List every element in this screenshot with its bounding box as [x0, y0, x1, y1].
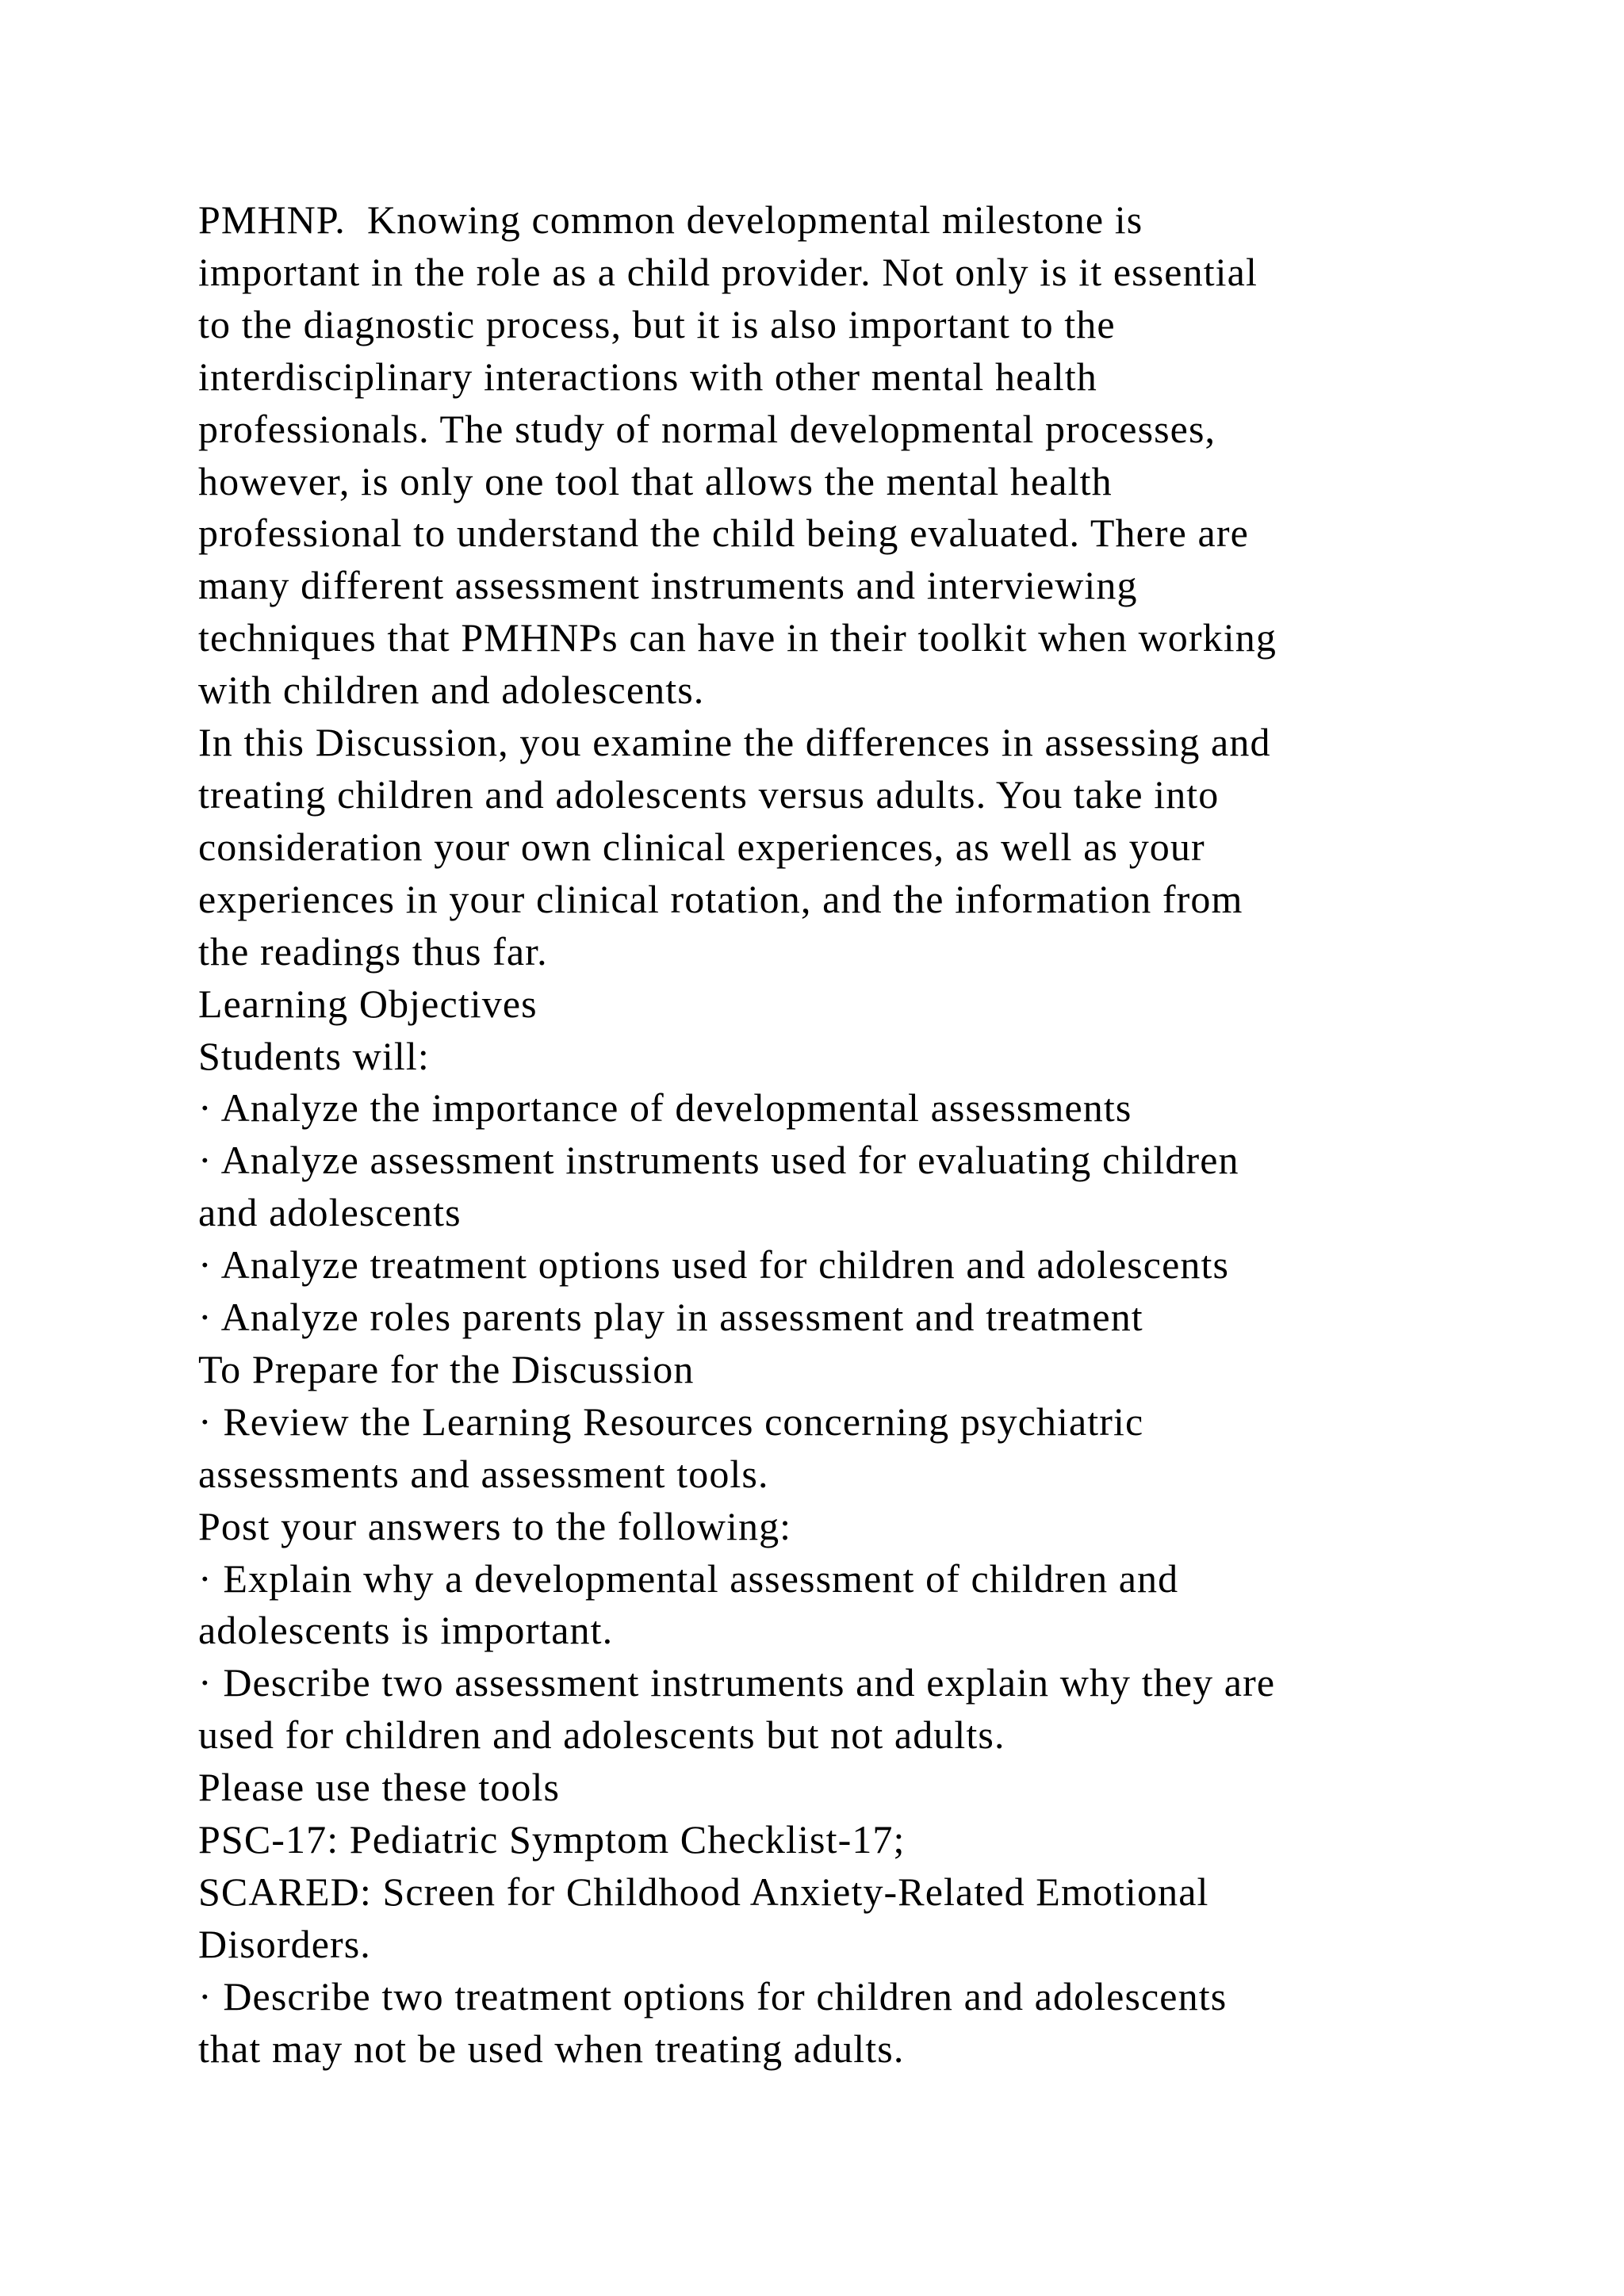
bullet-item: · Review the Learning Resources concerning psychiatric	[198, 1399, 1144, 1444]
text-line: professional to understand the child being evaluated. There are	[198, 511, 1249, 556]
bullet-item: · Describe two treatment options for children and adolescents	[198, 1973, 1228, 2019]
section-heading: Learning Objectives	[198, 981, 538, 1026]
text-line: Please use these tools	[198, 1765, 561, 1810]
bullet-item: · Analyze the importance of developmental assessments	[198, 1085, 1132, 1131]
text-line: consideration your own clinical experiences, as well as your	[198, 824, 1205, 869]
text-line: assessments and assessment tools.	[198, 1451, 769, 1496]
text-line: with children and adolescents.	[198, 668, 705, 713]
text-line: the readings thus far.	[198, 928, 548, 974]
text-line: SCARED: Screen for Childhood Anxiety-Related Emotional	[198, 1869, 1209, 1914]
document-text	[198, 194, 1507, 2076]
text-line: that may not be used when treating adults.	[198, 2026, 905, 2071]
text-line: PMHNP. Knowing common developmental milestone is	[198, 197, 1143, 242]
bullet-item: · Analyze treatment options used for children and adolescents	[198, 1242, 1230, 1288]
text-line: experiences in your clinical rotation, and the information from	[198, 876, 1243, 921]
section-heading: Post your answers to the following:	[198, 1503, 792, 1548]
text-line: Students will:	[198, 1033, 430, 1078]
bullet-item: · Analyze assessment instruments used for evaluating children	[198, 1138, 1239, 1183]
text-line: adolescents is important.	[198, 1608, 614, 1653]
text-line: professionals. The study of normal developmental processes,	[198, 406, 1216, 451]
text-line: important in the role as a child provider. Not only is it essential	[198, 249, 1258, 294]
text-line: Disorders.	[198, 1921, 371, 1966]
text-line: PSC-17: Pediatric Symptom Checklist-17;	[198, 1817, 906, 1862]
text-line: and adolescents	[198, 1190, 462, 1235]
bullet-item: · Describe two assessment instruments and explain why they are	[198, 1660, 1276, 1705]
text-line: treating children and adolescents versus adults. You take into	[198, 771, 1220, 817]
text-line: to the diagnostic process, but it is also important to the	[198, 301, 1116, 346]
text-line: used for children and adolescents but not adults.	[198, 1712, 1005, 1758]
text-line: many different assessment instruments and interviewing	[198, 563, 1138, 608]
text-line: techniques that PMHNPs can have in their toolkit when working	[198, 615, 1277, 660]
bullet-item: · Analyze roles parents play in assessment and treatment	[198, 1295, 1143, 1340]
text-line: In this Discussion, you examine the differences in assessing and	[198, 720, 1271, 765]
bullet-item: · Explain why a developmental assessment of children and	[198, 1556, 1179, 1601]
section-heading: To Prepare for the Discussion	[198, 1346, 695, 1391]
text-line: however, is only one tool that allows the mental health	[198, 458, 1113, 503]
text-line: interdisciplinary interactions with other mental health	[198, 354, 1097, 399]
